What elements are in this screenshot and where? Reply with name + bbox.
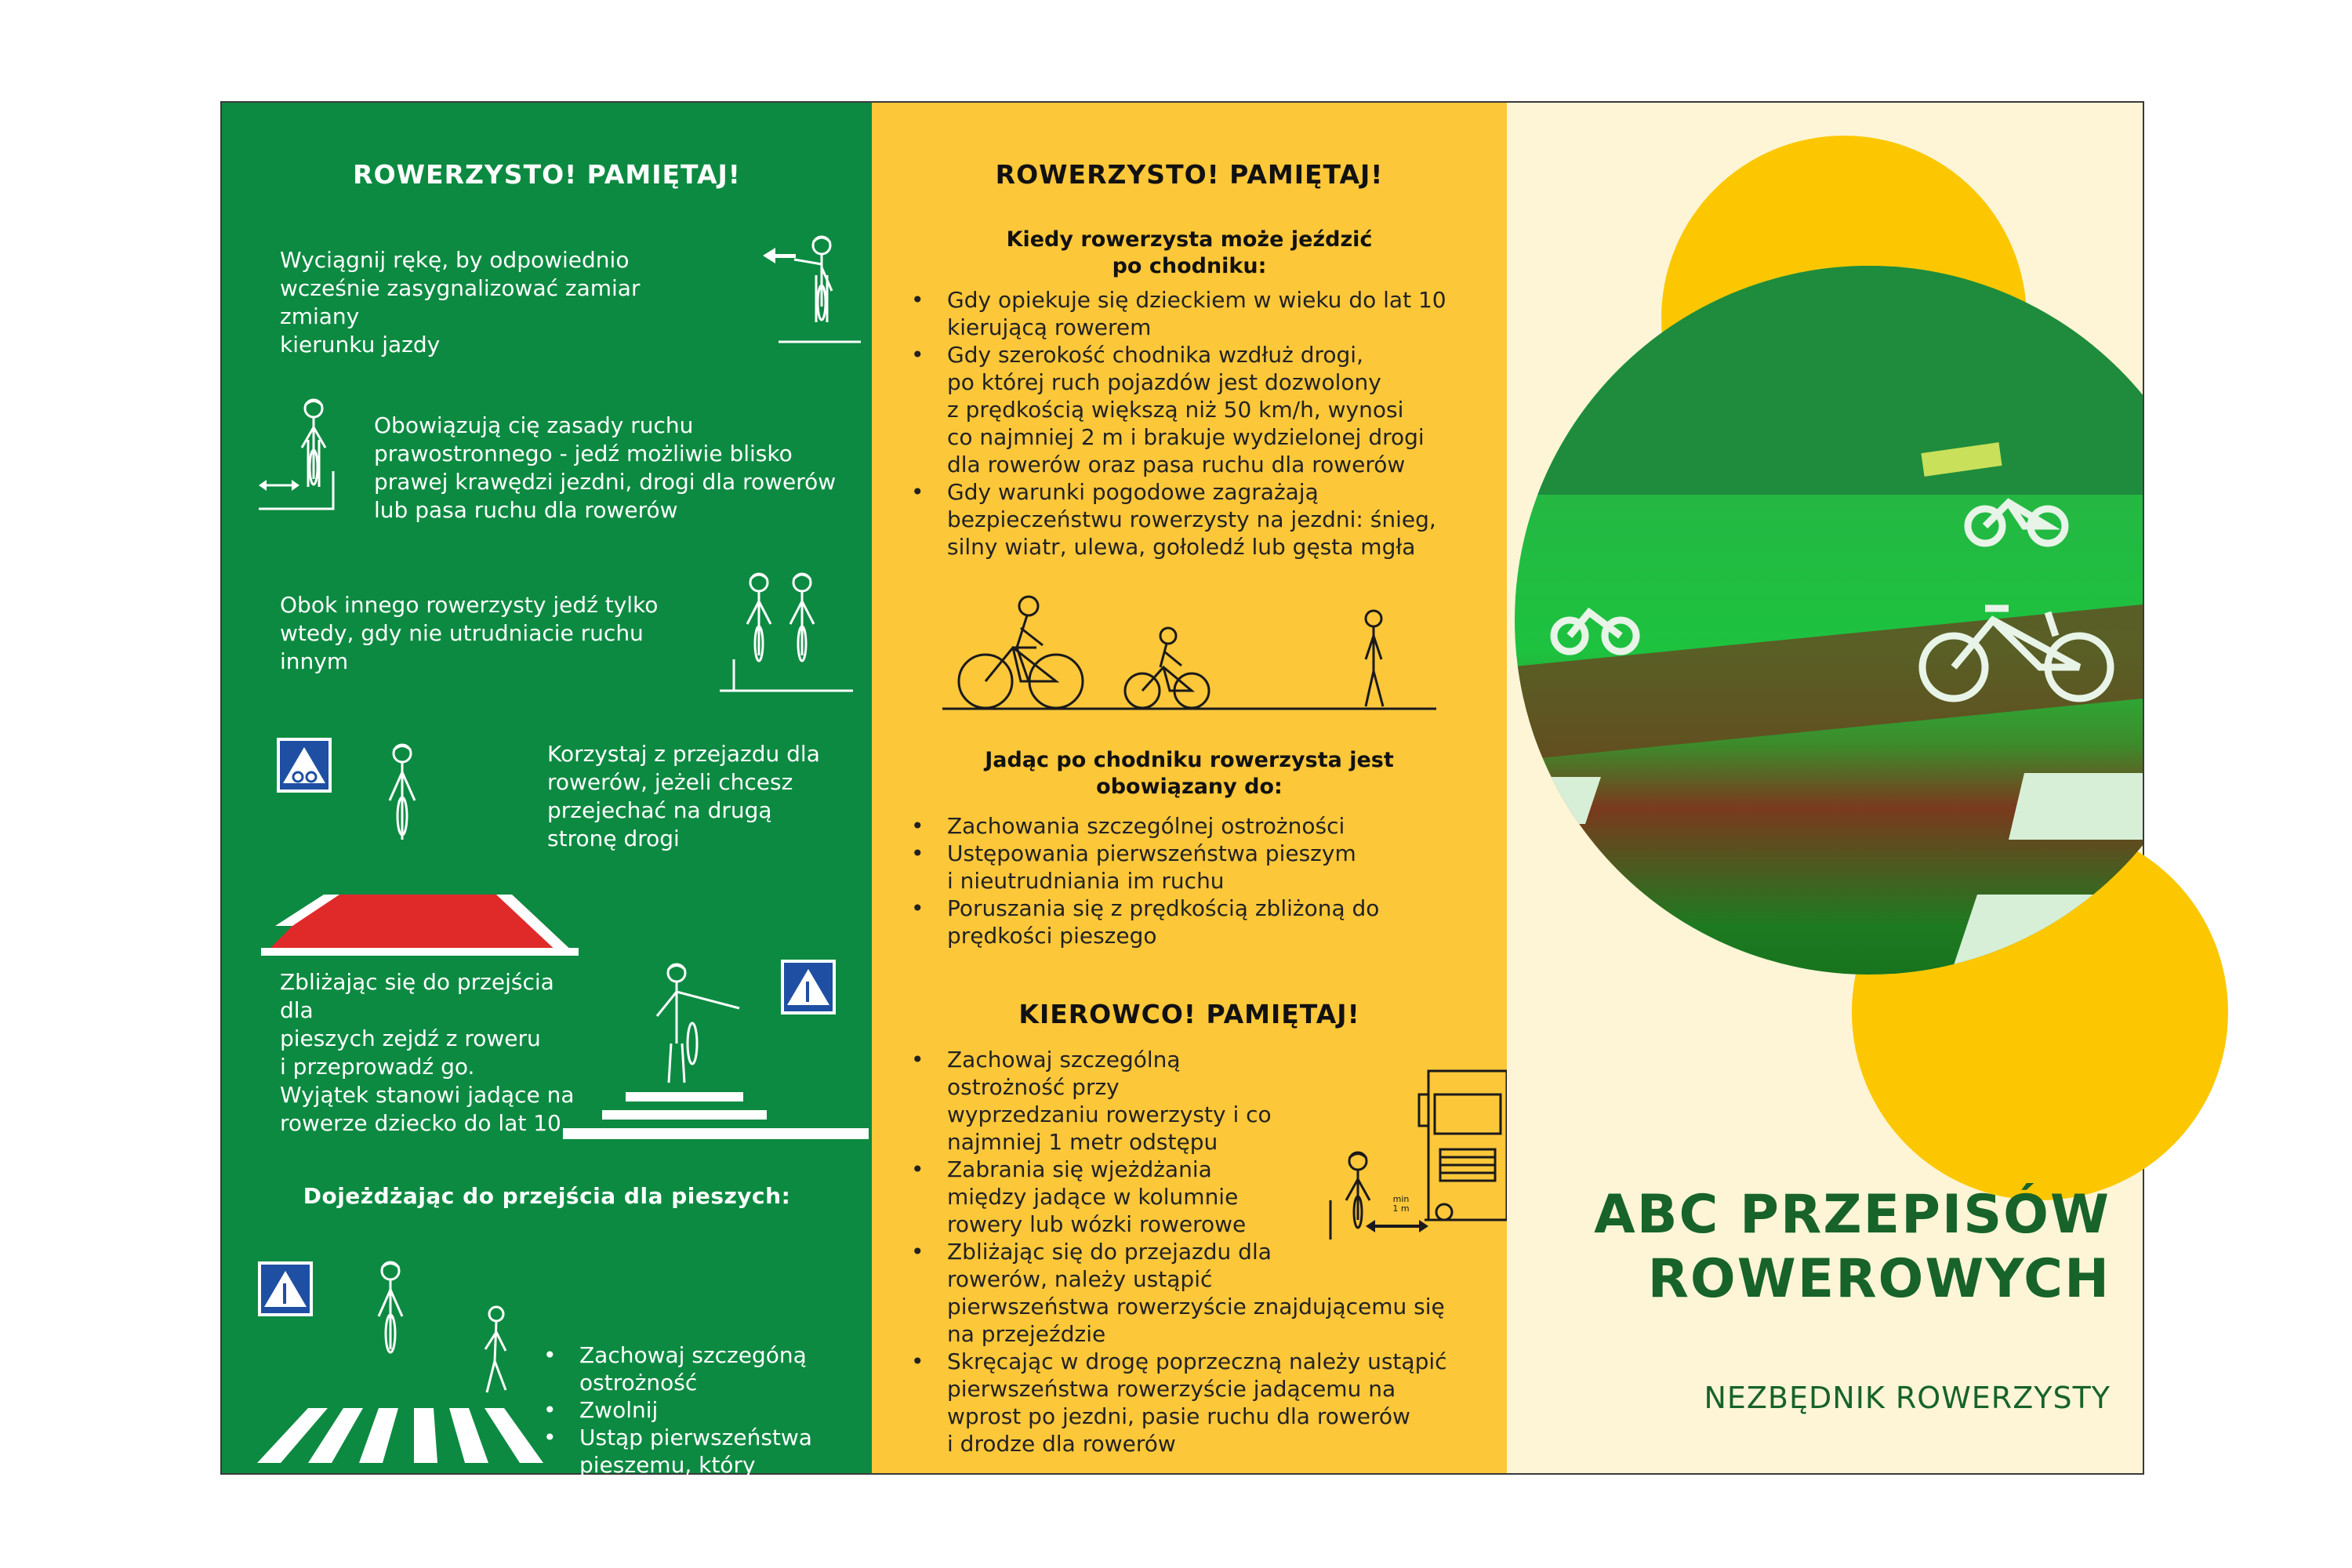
crossing-bullet-list: [543, 1341, 857, 1561]
leaflet: [220, 101, 2144, 1560]
rule-side-by-side: Obok innego rowerzysty jedź tylko wtedy, gdy nie utrudniacie ruchu innym: [280, 592, 659, 674]
leaflet-title: ABC PRZEPISÓW ROWEROWYCH: [1594, 1184, 2111, 1310]
rule-bike-crossing: Korzystaj z przejazdu dla rowerów, jeżeli chcesz przejechać na drugą stronę drogi: [547, 741, 820, 851]
approaching-crossing-illustration: [253, 1255, 559, 1475]
crossing-bullet: • Zachowaj szczegóną ostrożność: [543, 1341, 857, 1396]
sidewalk-bullet: • Gdy warunki pogodowe zagrażają bezpieczeństwu rowerzysty na jezdni: śnieg, silny wiatr, ulewa, gołoledź lub gęsta mgła: [911, 478, 1491, 561]
duties-bullet: • Poruszania się z prędkością zbliżoną do prędkości pieszego: [911, 895, 1491, 949]
sidewalk-heading: Kiedy rowerzysta może jeździć po chodniku:: [1006, 227, 1373, 278]
leaflet-subtitle: NEZBĘDNIK ROWERZYSTY: [1704, 1381, 2111, 1415]
distance-label: min 1 m: [1392, 1194, 1410, 1214]
hand-signal-icon: [763, 228, 865, 354]
duties-heading: Jadąc po chodniku rowerzysta jest obowiązany do:: [985, 748, 1394, 799]
middle-heading: ROWERZYSTO! PAMIĘTAJ!: [995, 159, 1384, 190]
sidewalk-bullet-list: [911, 286, 1491, 561]
panel-left: [222, 103, 872, 1560]
duties-bullet: • Ustępowania pierwszeństwa pieszym i nieutrudniania im ruchu: [911, 840, 1491, 895]
panel-right: [1507, 103, 2143, 1473]
driver-bullet: • Zabrania się wjeżdżania między jadące w kolumnie rowery lub wózki rowerowe: [911, 1156, 1491, 1238]
driver-bullet: • Skręcając w drogę poprzeczną należy ustąpić pierwszeństwa rowerzyście jadącemu na wprost po jezdni, pasie ruchu dla rowerów i drodze dla rowerów: [911, 1348, 1491, 1457]
bike-lane-photo-circle: [1507, 103, 2143, 1247]
rule-keep-right: Obowiązują cię zasady ruchu prawostronnego - jedź możliwie blisko prawej krawędzi jezdni, drogi dla rowerów lub pasa ruchu dla rowerów: [374, 412, 837, 523]
driver-bullet: • Zachowaj szczególną ostrożność przy wyprzedzaniu rowerzysty i co najmniej 1 metr odstępu: [911, 1046, 1491, 1156]
panel-middle: [872, 103, 1507, 1473]
duties-bullet: • Zachowania szczególnej ostrożności: [911, 812, 1491, 840]
duties-bullet-list: [911, 812, 1491, 949]
crossing-bullet: • Zwolnij: [543, 1396, 857, 1424]
truck-overtaking-illustration: [1327, 1063, 1507, 1243]
sidewalk-cyclists-illustration: [942, 589, 1436, 714]
sidewalk-bullet: • Gdy szerokość chodnika wzdłuż drogi, po której ruch pojazdów jest dozwolony z prędkością większą niż 50 km/h, wynosi co najmniej 2 m i brakuje wydzielonej drogi dla rowerów oraz pasa ruchu dla rowerów: [911, 341, 1491, 478]
sidewalk-bullet: • Gdy opiekuje się dzieckiem w wieku do lat 10 kierującą rowerem: [911, 286, 1491, 341]
crossing-heading: Dojeżdżając do przejścia dla pieszych:: [303, 1183, 791, 1209]
crossing-bullet: • Ustąp pierwszeństwa pieszemu, który wchodzi na przejście lub się na nim znajduje: [543, 1424, 857, 1561]
walking-bike-illustration: [547, 957, 877, 1145]
driver-bullet: • Zbliżając się do przejazdu dla rowerów, należy ustąpić pierwszeństwa rowerzyście znajdującemu się na przejeździe: [911, 1238, 1491, 1348]
rule-pedestrian-crossing: Zbliżając się do przejścia dla pieszych zejdź z roweru i przeprowadź go. Wyjątek stanowi jadące na rowerze dziecko do lat 10: [280, 969, 575, 1136]
bike-crossing-illustration: [261, 738, 583, 965]
keep-right-icon: [255, 393, 345, 518]
two-cyclists-icon: [720, 565, 857, 702]
driver-heading: KIEROWCO! PAMIĘTAJ!: [1018, 999, 1360, 1029]
left-heading: ROWERZYSTO! PAMIĘTAJ!: [353, 159, 741, 190]
rule-hand-signal: Wyciągnij rękę, by odpowiednio wcześnie zasygnalizować zamiar zmiany kierunku jazdy: [280, 247, 641, 358]
